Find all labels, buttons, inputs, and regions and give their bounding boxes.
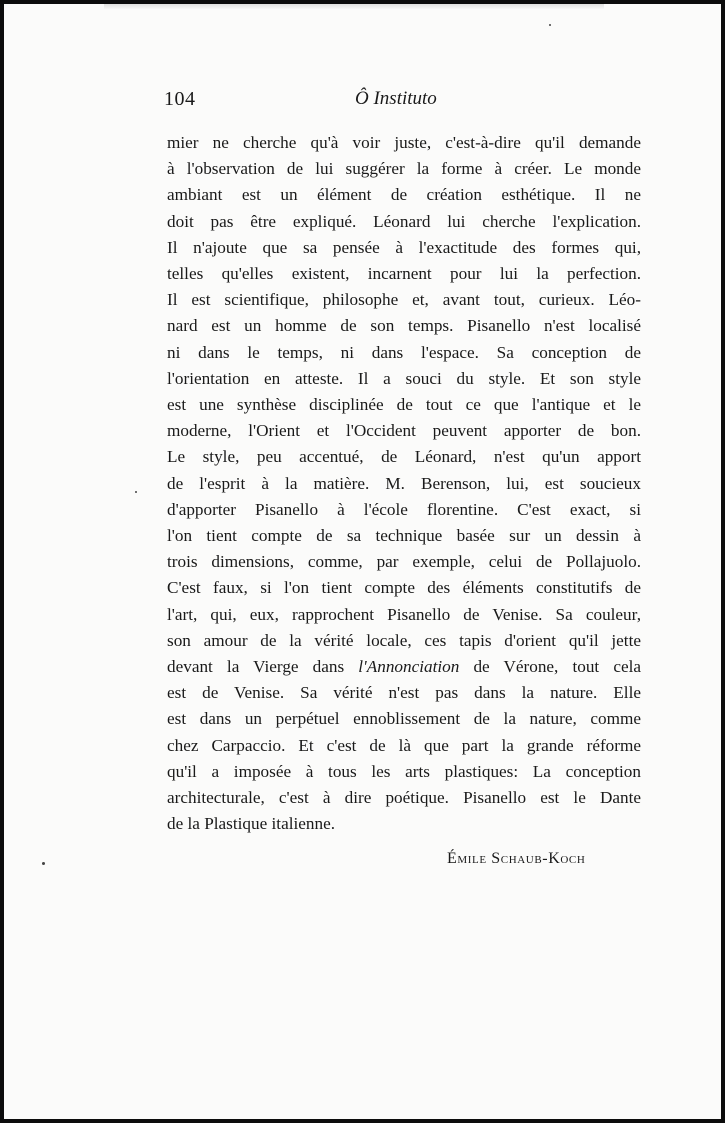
artwork-title: l'Annonciation (358, 657, 460, 677)
running-title: Ô Instituto (355, 88, 437, 109)
author-signature: Émile Schaub-Koch (447, 850, 586, 867)
text-line: d'apporter Pisanello à l'école florentine. C'est exact, si (167, 499, 641, 519)
text-line: l'art, qui, eux, rapprochent Pisanello de Venise. Sa couleur, (167, 604, 641, 624)
text-line: son amour de la vérité locale, ces tapis d'orient qu'il jette (167, 630, 641, 650)
text-line: qu'il a imposée à tous les arts plastiques: La conception (167, 761, 641, 781)
page-number: 104 (164, 88, 196, 110)
text-line: nard est un homme de son temps. Pisanello n'est localisé (167, 316, 641, 336)
page-header (164, 88, 644, 118)
scan-speck (549, 24, 551, 26)
text-line: est dans un perpétuel ennoblissement de la nature, comme (167, 709, 641, 729)
text-line: l'on tient compte de sa technique basée sur un dessin à (167, 526, 641, 546)
text-line: doit pas être expliqué. Léonard lui cherche l'explication. (167, 211, 641, 231)
scan-speck (135, 491, 137, 493)
text-line: est une synthèse disciplinée de tout ce que l'antique et le (167, 395, 641, 415)
text-line: Il n'ajoute que sa pensée à l'exactitude des formes qui, (167, 237, 641, 257)
text-line: moderne, l'Orient et l'Occident peuvent apporter de bon. (167, 421, 641, 441)
article-body (167, 130, 641, 837)
text-line: de l'esprit à la matière. M. Berenson, lui, est soucieux (167, 473, 641, 493)
text-line: trois dimensions, comme, par exemple, celui de Pollajuolo. (167, 552, 641, 572)
text-line: C'est faux, si l'on tient compte des éléments constitutifs de (167, 578, 641, 598)
scan-artifact (104, 4, 604, 9)
text-line: à l'observation de lui suggérer la forme à créer. Le monde (167, 159, 641, 179)
text-line: ni dans le temps, ni dans l'espace. Sa conception de (167, 342, 641, 362)
line-segment: de Vérone, tout cela (459, 657, 641, 677)
line-segment: devant la Vierge dans (167, 657, 359, 677)
text-line: l'orientation en atteste. Il a souci du style. Et son style (167, 368, 641, 388)
text-line: chez Carpaccio. Et c'est de là que part la grande réforme (167, 735, 641, 755)
text-line: Il est scientifique, philosophe et, avant tout, curieux. Léo- (167, 290, 641, 310)
text-line: est de Venise. Sa vérité n'est pas dans la nature. Elle (167, 683, 641, 703)
text-line: Le style, peu accentué, de Léonard, n'est qu'un apport (167, 447, 641, 467)
text-line: mier ne cherche qu'à voir juste, c'est-à-dire qu'il demande (167, 133, 641, 152)
text-line: architecturale, c'est à dire poétique. Pisanello est le Dante (167, 788, 641, 808)
text-line-final: de la Plastique italienne. (167, 814, 336, 834)
text-line-with-italic-title (167, 654, 641, 680)
scan-speck (42, 862, 45, 865)
text-line: ambiant est un élément de création esthétique. Il ne (167, 185, 641, 205)
text-line: telles qu'elles existent, incarnent pour lui la perfection. (167, 264, 641, 284)
